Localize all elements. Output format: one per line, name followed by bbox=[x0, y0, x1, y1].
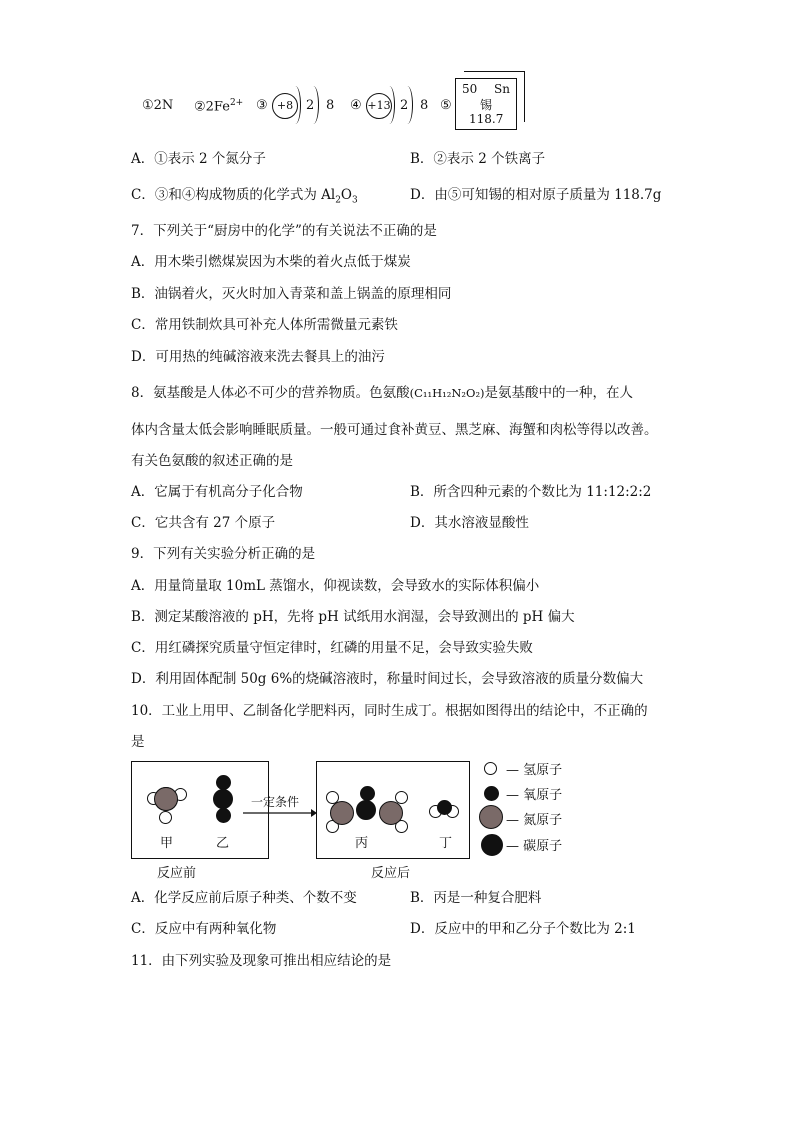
electron-shell-arc bbox=[290, 86, 301, 124]
after-box bbox=[316, 761, 470, 859]
label-before: 反应前 bbox=[157, 866, 197, 881]
reaction-arrow bbox=[243, 808, 317, 818]
q7-option-d: D．可用热的纯碱溶液来洗去餐具上的油污 bbox=[131, 349, 385, 365]
legend-nitrogen-label: — 氮原子 bbox=[506, 813, 563, 828]
q8-option-b: B．所含四种元素的个数比为 11:12:2:2 bbox=[410, 484, 652, 500]
legend-oxygen-label: — 氧原子 bbox=[506, 788, 563, 803]
symbol-2: $②2Fe^{2+}$ bbox=[194, 98, 244, 115]
q6-option-a: A．①表示 2 个氮分子 bbox=[131, 151, 266, 167]
legend-nitrogen-swatch bbox=[479, 805, 503, 829]
q9-stem: 9．下列有关实验分析正确的是 bbox=[131, 546, 316, 562]
q10-option-b: B．丙是一种复合肥料 bbox=[410, 890, 542, 906]
electron-shell-arc bbox=[384, 86, 395, 124]
element-name: 锡 bbox=[480, 98, 493, 112]
oxygen-atom bbox=[216, 775, 231, 790]
q9-option-c: C．用红磷探究质量守恒定律时，红磷的用量不足，会导致实验失败 bbox=[131, 640, 533, 656]
symbol-1: ①2N bbox=[142, 98, 174, 113]
label-after: 反应后 bbox=[371, 866, 411, 881]
q7-stem: 7．下列关于“厨房中的化学”的有关说法不正确的是 bbox=[131, 223, 437, 239]
q7-option-c: C．常用铁制炊具可补充人体所需微量元素铁 bbox=[131, 317, 398, 333]
element-card-tin bbox=[455, 78, 517, 130]
q9-option-a: A．用量筒量取 10mL 蒸馏水，仰视读数，会导致水的实际体积偏小 bbox=[131, 578, 540, 594]
symbol-5-number: ⑤ bbox=[440, 98, 452, 113]
q9-option-d: D．利用固体配制 50g 6%的烧碱溶液时，称量时间过长，会导致溶液的质量分数偏大 bbox=[131, 671, 644, 687]
arrow-condition: 一定条件 bbox=[251, 795, 300, 809]
q10-option-d: D．反应中的甲和乙分子个数比为 2:1 bbox=[410, 921, 636, 937]
q6-option-c: C．③和④构成物质的化学式为 $Al_2O_3$ bbox=[131, 187, 358, 206]
electron-shell-arc bbox=[308, 86, 319, 124]
element-symbol: Sn bbox=[494, 82, 510, 96]
q9-option-b: B．测定某酸溶液的 pH，先将 pH 试纸用水润湿，会导致测出的 pH 偏大 bbox=[131, 609, 575, 625]
label-jia: 甲 bbox=[160, 836, 174, 851]
atomic-number: 50 bbox=[462, 82, 478, 96]
reaction-diagram bbox=[131, 761, 671, 881]
atom-structure-4-nucleus: +13 bbox=[366, 93, 392, 119]
q6-option-b: B．②表示 2 个铁离子 bbox=[410, 151, 546, 167]
oxygen-atom bbox=[437, 800, 452, 815]
q10-stem-line-1: 10．工业上用甲、乙制备化学肥料丙，同时生成丁。根据如图得出的结论中，不正确的 bbox=[131, 703, 648, 719]
q10-option-c: C．反应中有两种氧化物 bbox=[131, 921, 277, 937]
symbol-4-number: ④ bbox=[350, 98, 362, 113]
label-yi: 乙 bbox=[216, 836, 230, 851]
label-bing: 丙 bbox=[355, 836, 369, 851]
symbol-3-number: ③ bbox=[256, 98, 268, 113]
q8-option-d: D．其水溶液显酸性 bbox=[410, 515, 529, 531]
nitrogen-atom bbox=[330, 801, 354, 825]
electron-shell-arc bbox=[402, 86, 413, 124]
atom-structure-3-nucleus: +8 bbox=[272, 93, 298, 119]
legend-oxygen-swatch bbox=[484, 786, 499, 801]
legend-hydrogen-swatch bbox=[484, 762, 497, 775]
q8-stem-line-2: 体内含量太低会影响睡眠质量。一般可通过食补黄豆、黑芝麻、海蟹和肉松等得以改善。 bbox=[131, 422, 658, 438]
q6-option-d: D．由⑤可知锡的相对原子质量为 118.7g bbox=[410, 187, 662, 203]
q8-stem-line-3: 有关色氨酸的叙述正确的是 bbox=[131, 453, 293, 469]
legend-carbon-swatch bbox=[481, 834, 503, 856]
legend-hydrogen-label: — 氢原子 bbox=[506, 763, 563, 778]
nitrogen-atom bbox=[154, 787, 178, 811]
shell-3-2: 8 bbox=[326, 98, 335, 113]
q7-option-b: B．油锅着火，灭火时加入青菜和盖上锅盖的原理相同 bbox=[131, 286, 452, 302]
shell-4-1: 2 bbox=[400, 98, 409, 113]
carbon-atom bbox=[356, 800, 376, 820]
legend-carbon-label: — 碳原子 bbox=[506, 839, 563, 854]
q7-option-a: A．用木柴引燃煤炭因为木柴的着火点低于煤炭 bbox=[131, 254, 411, 270]
q8-option-a: A．它属于有机高分子化合物 bbox=[131, 484, 303, 500]
oxygen-atom bbox=[360, 786, 375, 801]
q10-stem-line-2: 是 bbox=[131, 734, 145, 750]
atomic-mass: 118.7 bbox=[469, 112, 504, 126]
q10-option-a: A．化学反应前后原子种类、个数不变 bbox=[131, 890, 357, 906]
q8-stem-line-1: 8．氨基酸是人体必不可少的营养物质。色氨酸(C₁₁H₁₂N₂O₂)是氨基酸中的一种，在人 bbox=[131, 385, 634, 401]
shell-3-1: 2 bbox=[306, 98, 315, 113]
q11-stem: 11．由下列实验及现象可推出相应结论的是 bbox=[131, 953, 392, 969]
carbon-atom bbox=[213, 789, 233, 809]
q8-option-c: C．它共含有 27 个原子 bbox=[131, 515, 276, 531]
hydrogen-atom bbox=[159, 811, 172, 824]
label-ding: 丁 bbox=[439, 836, 453, 851]
nitrogen-atom bbox=[379, 801, 403, 825]
shell-4-2: 8 bbox=[420, 98, 429, 113]
oxygen-atom bbox=[216, 808, 231, 823]
